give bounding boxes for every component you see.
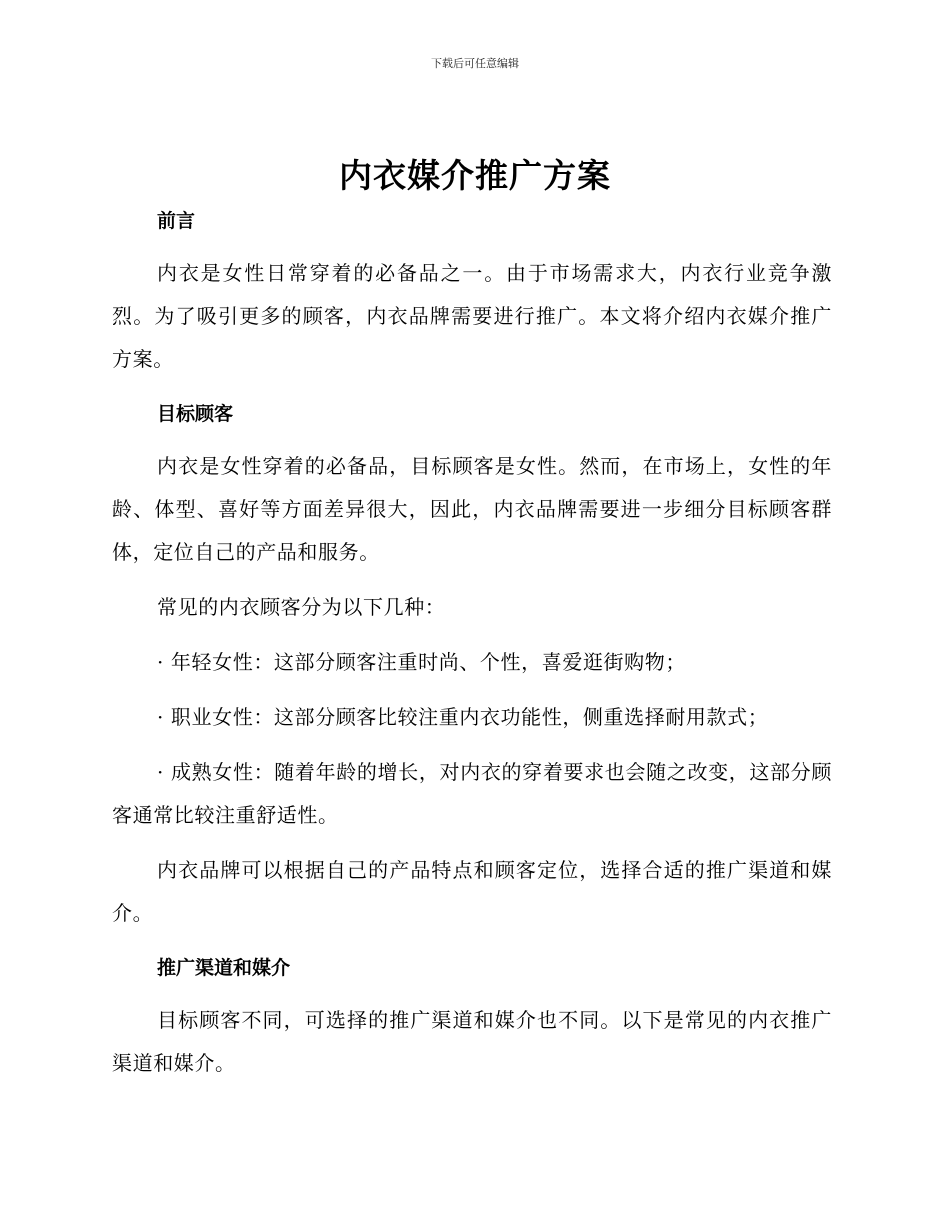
section-heading-target: 目标顾客 xyxy=(157,403,234,425)
bullet-career-women: · 职业女性：这部分顾客比较注重内衣功能性，侧重选择耐用款式； xyxy=(157,705,769,729)
header-note: 下载后可任意编辑 xyxy=(431,57,519,70)
document-body xyxy=(112,200,832,1085)
paragraph-preface-1: 内衣是女性日常穿着的必备品之一。由于市场需求大，内衣行业竞争激烈。为了吸引更多的顾客，内衣品牌需要进行推广。本文将介绍内衣媒介推广方案。 xyxy=(112,261,832,371)
section-heading-channels: 推广渠道和媒介 xyxy=(157,957,291,979)
paragraph-target-3: 内衣品牌可以根据自己的产品特点和顾客定位，选择合适的推广渠道和媒介。 xyxy=(112,858,832,925)
paragraph-target-1: 内衣是女性穿着的必备品，目标顾客是女性。然而，在市场上，女性的年龄、体型、喜好等方面差异很大，因此，内衣品牌需要进一步细分目标顾客群体，定位自己的产品和服务。 xyxy=(112,454,832,564)
bullet-young-women: · 年轻女性：这部分顾客注重时尚、个性，喜爱逛街购物； xyxy=(157,650,686,674)
paragraph-channels-1: 目标顾客不同，可选择的推广渠道和媒介也不同。以下是常见的内衣推广渠道和媒介。 xyxy=(112,1008,832,1075)
section-heading-preface: 前言 xyxy=(157,210,196,232)
paragraph-target-2: 常见的内衣顾客分为以下几种： xyxy=(157,595,446,619)
bullet-mature-women: · 成熟女性：随着年龄的增长，对内衣的穿着要求也会随之改变，这部分顾客通常比较注重舒适性。 xyxy=(112,760,832,827)
document-title: 内衣媒介推广方案 xyxy=(339,156,611,195)
